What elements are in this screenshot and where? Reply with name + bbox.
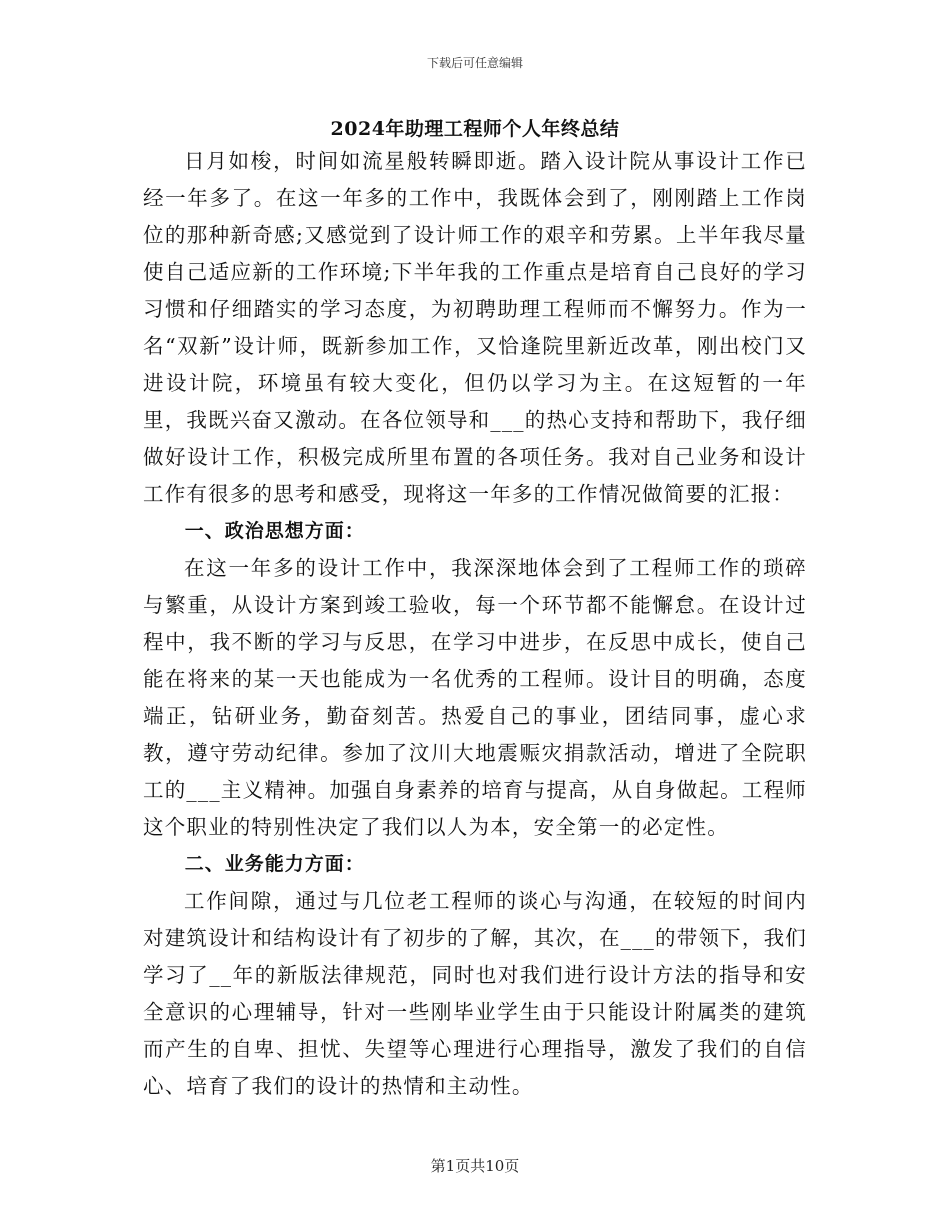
section-business-paragraph: 工作间隙，通过与几位老工程师的谈心与沟通，在较短的时间内对建筑设计和结构设计有了初步的了解，其次，在___的带领下，我们学习了__年的新版法律规范，同时也对我们进行设计方法的指导和安全意识的心理辅导，针对一些刚毕业学生由于只能设计附属类的建筑而产生的自卑、担忧、失望等心理进行心理指导，激发了我们的自信心、培育了我们的设计的热情和主动性。 [143,889,807,1098]
section-heading-business: 二、业务能力方面： [184,853,365,875]
document-title: 2024年助理工程师个人年终总结 [330,118,620,140]
intro-paragraph: 日月如梭，时间如流星般转瞬即逝。踏入设计院从事设计工作已经一年多了。在这一年多的工作中，我既体会到了，刚刚踏上工作岗位的那种新奇感;又感觉到了设计师工作的艰辛和劳累。上半年我尽量使自己适应新的工作环境;下半年我的工作重点是培育自己良好的学习习惯和仔细踏实的学习态度，为初聘助理工程师而不懈努力。作为一名“双新”设计师，既新参加工作，又恰逢院里新近改革，刚出校门又进设计院，环境虽有较大变化，但仍以学习为主。在这短暂的一年里，我既兴奋又激动。在各位领导和___的热心支持和帮助下，我仔细做好设计工作，积极完成所里布置的各项任务。我对自己业务和设计工作有很多的思考和感受，现将这一年多的工作情况做简要的汇报： [143,149,807,506]
section-politics-paragraph: 在这一年多的设计工作中，我深深地体会到了工程师工作的琐碎与繁重，从设计方案到竣工验收，每一个环节都不能懈怠。在设计过程中，我不断的学习与反思，在学习中进步，在反思中成长，使自己能在将来的某一天也能成为一名优秀的工程师。设计目的明确，态度端正，钻研业务，勤奋刻苦。热爱自己的事业，团结同事，虚心求教，遵守劳动纪律。参加了汶川大地震赈灾捐款活动，增进了全院职工的___主义精神。加强自身素养的培育与提高，从自身做起。工程师这个职业的特别性决定了我们以人为本，安全第一的必定性。 [143,556,807,839]
document-body [143,143,807,1105]
header-note: 下载后可任意编辑 [426,56,523,70]
section-heading-politics: 一、政治思想方面： [184,520,365,542]
page-number-footer: 第1页共10页 [430,1157,520,1175]
